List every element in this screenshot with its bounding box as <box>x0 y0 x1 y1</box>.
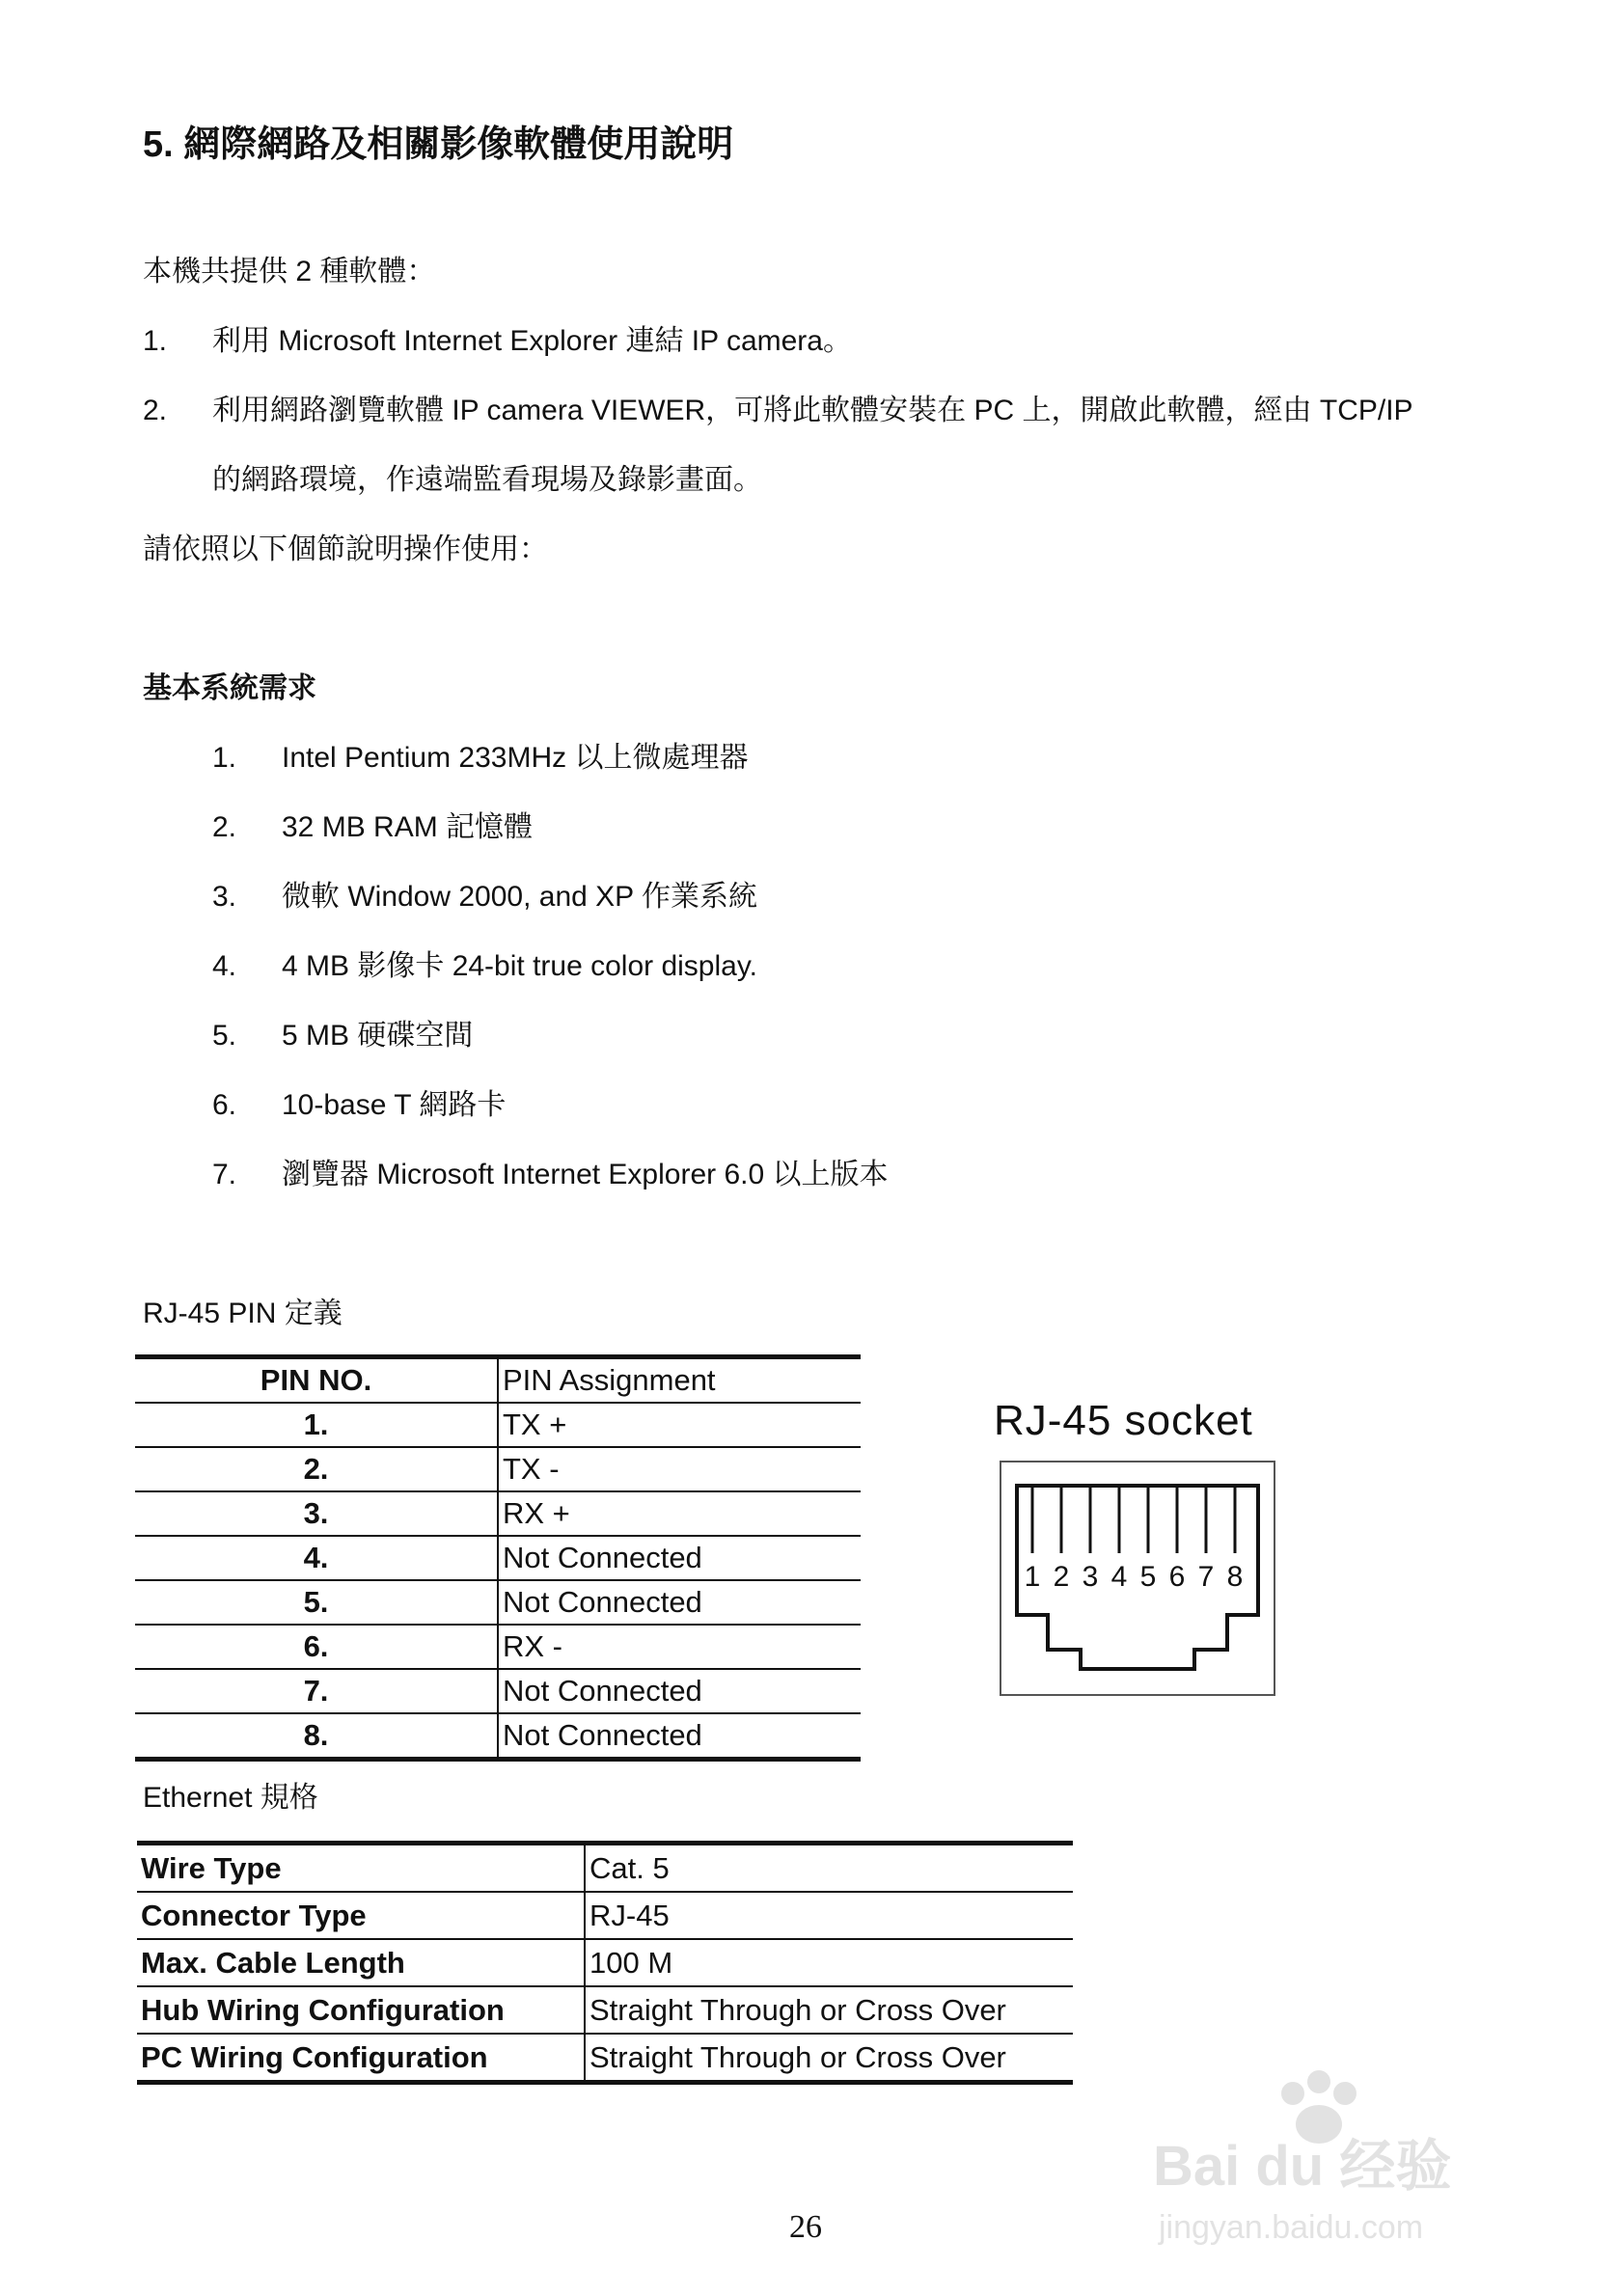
section-title: 5. 網際網路及相關影像軟體使用說明 <box>143 124 734 165</box>
table-header-row <box>135 1357 861 1404</box>
watermark-url: jingyan.baidu.com <box>1159 2209 1424 2246</box>
item-number: 2. <box>212 811 237 843</box>
rj45-socket-diagram <box>1000 1461 1275 1696</box>
baidu-watermark <box>1153 2064 1539 2257</box>
ethernet-caption: Ethernet 規格 <box>143 1782 318 1814</box>
intro-item <box>143 324 852 359</box>
item-number: 4. <box>212 950 237 982</box>
item-text: 10-base T 網路卡 <box>282 1089 507 1121</box>
pin-label: 1 <box>1024 1561 1041 1593</box>
item-number: 1. <box>212 742 237 774</box>
table-row <box>137 1844 1073 1893</box>
item-number: 3. <box>212 881 237 913</box>
table-row <box>135 1403 861 1447</box>
item-text: Intel Pentium 233MHz 以上微處理器 <box>282 742 749 774</box>
spec-value-cell: 100 M <box>585 1939 1073 1986</box>
column-header-pin-no: PIN NO. <box>135 1357 498 1404</box>
table-row <box>137 2034 1073 2083</box>
item-text: 32 MB RAM 記憶體 <box>282 811 534 843</box>
table-row <box>135 1669 861 1713</box>
item-number: 1. <box>143 325 168 357</box>
requirement-item <box>212 949 757 984</box>
rj45-socket-icon <box>1001 1462 1274 1694</box>
table-row <box>135 1580 861 1625</box>
pin-assignment-cell: TX - <box>498 1447 861 1491</box>
page-number: 26 <box>789 2209 822 2245</box>
requirement-item <box>212 1019 473 1053</box>
intro-lead: 本機共提供 2 種軟體： <box>143 256 436 287</box>
requirement-item <box>212 1158 889 1192</box>
pin-number-cell: 3. <box>135 1491 498 1536</box>
pin-label: 8 <box>1226 1561 1244 1593</box>
spec-value-cell: RJ-45 <box>585 1892 1073 1939</box>
item-number: 5. <box>212 1020 237 1052</box>
spec-value-cell: Cat. 5 <box>585 1844 1073 1893</box>
pin-assignment-cell: Not Connected <box>498 1580 861 1625</box>
item-text: 利用 Microsoft Internet Explorer 連結 IP camera。 <box>212 325 852 357</box>
table-row <box>137 1892 1073 1939</box>
column-header-pin-assignment: PIN Assignment <box>498 1357 861 1404</box>
pin-label: 6 <box>1168 1561 1186 1593</box>
requirements-heading: 基本系統需求 <box>143 672 316 704</box>
spec-value-cell: Straight Through or Cross Over <box>585 1986 1073 2034</box>
pin-label: 5 <box>1139 1561 1157 1593</box>
item-number: 7. <box>212 1159 237 1190</box>
item-text: 利用網路瀏覽軟體 IP camera VIEWER，可將此軟體安裝在 PC 上，開啟此軟體，經由 TCP/IP <box>212 395 1413 426</box>
pin-number-cell: 8. <box>135 1713 498 1760</box>
pin-number-cell: 1. <box>135 1403 498 1447</box>
item-text: 微軟 Window 2000, and XP 作業系統 <box>282 881 757 913</box>
rj45-pin-table <box>135 1354 861 1762</box>
pin-label: 2 <box>1053 1561 1070 1593</box>
spec-name-cell: PC Wiring Configuration <box>137 2034 585 2083</box>
pin-label: 7 <box>1197 1561 1215 1593</box>
pin-label: 4 <box>1110 1561 1128 1593</box>
table-row <box>135 1447 861 1491</box>
spec-name-cell: Hub Wiring Configuration <box>137 1986 585 2034</box>
pin-label: 3 <box>1082 1561 1099 1593</box>
pin-assignment-cell: Not Connected <box>503 1718 702 1752</box>
pin-assignment-cell: Not Connected <box>498 1669 861 1713</box>
pin-number-cell: 7. <box>135 1669 498 1713</box>
spec-value-cell: Straight Through or Cross Over <box>589 2039 1006 2074</box>
pin-assignment-cell: TX + <box>498 1403 861 1447</box>
intro-item-continuation: 的網路環境，作遠端監看現場及錄影畫面。 <box>212 464 762 496</box>
item-text: 4 MB 影像卡 24-bit true color display. <box>282 950 757 982</box>
requirement-item <box>212 741 748 776</box>
table-row <box>135 1491 861 1536</box>
spec-name-cell: Connector Type <box>137 1892 585 1939</box>
watermark-brand: Bai du 经验 <box>1153 2135 1452 2198</box>
pin-assignment-cell: Not Connected <box>498 1536 861 1580</box>
intro-item <box>143 394 1413 428</box>
item-number: 2. <box>143 395 168 426</box>
table-row <box>137 1939 1073 1986</box>
pin-number-cell: 2. <box>135 1447 498 1491</box>
pin-number-cell: 5. <box>135 1580 498 1625</box>
item-text: 瀏覽器 Microsoft Internet Explorer 6.0 以上版本 <box>282 1159 889 1190</box>
item-text: 5 MB 硬碟空間 <box>282 1020 474 1052</box>
spec-name-cell: Max. Cable Length <box>137 1939 585 1986</box>
table-row <box>135 1625 861 1669</box>
socket-title: RJ-45 socket <box>994 1397 1253 1444</box>
table-row <box>135 1713 861 1760</box>
rj45-caption: RJ-45 PIN 定義 <box>143 1298 343 1329</box>
pin-number-cell: 4. <box>135 1536 498 1580</box>
ethernet-spec-table <box>137 1841 1073 2085</box>
table-row <box>137 1986 1073 2034</box>
item-number: 6. <box>212 1089 237 1121</box>
paw-icon <box>1281 2070 1357 2144</box>
table-row <box>135 1536 861 1580</box>
pin-assignment-cell: RX - <box>498 1625 861 1669</box>
intro-outro: 請依照以下個節說明操作使用： <box>143 533 548 565</box>
requirement-item <box>212 1088 506 1123</box>
pin-number-cell: 6. <box>135 1625 498 1669</box>
pin-assignment-cell: RX + <box>498 1491 861 1536</box>
requirement-item <box>212 810 533 845</box>
requirement-item <box>212 880 757 915</box>
spec-name-cell: Wire Type <box>137 1844 585 1893</box>
